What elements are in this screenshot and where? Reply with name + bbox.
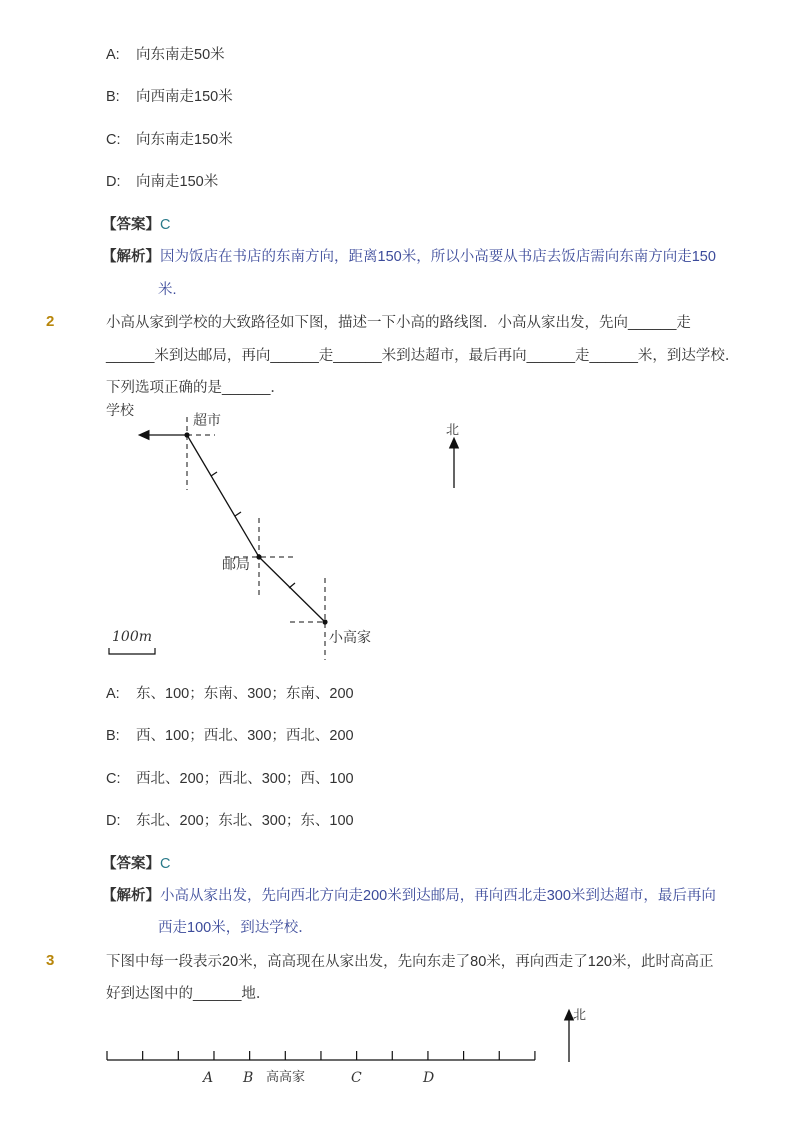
- route-segment-nw1: [259, 557, 325, 622]
- option-text: 东北、200；东北、300；东、100: [136, 813, 354, 829]
- q1-analysis-line2: 米.: [158, 282, 177, 298]
- option-text: 向东南走150米: [136, 132, 233, 148]
- route-tick: [235, 512, 241, 516]
- option-letter: A:: [106, 47, 120, 63]
- q2-stem-line1: 小高从家到学校的大致路径如下图，描述一下小高的路线图．小高从家出发，先向______走: [106, 315, 691, 331]
- label-north: 北: [446, 423, 460, 438]
- q2-answer: [102, 854, 170, 874]
- answer-tag: 【答案】: [102, 217, 160, 233]
- option-letter: C:: [106, 771, 121, 787]
- option-letter: A:: [106, 686, 120, 702]
- label-school: 学校: [106, 403, 134, 419]
- q2-stem-line2: ______米到达邮局，再向______走______米到达超市，最后再向______走______米，到达学校．: [106, 348, 740, 364]
- label-north-q3: 北: [573, 1008, 587, 1023]
- route-tick: [211, 472, 217, 476]
- q3-stem-line2: 好到达图中的______地．: [106, 986, 271, 1002]
- question-number: 3: [46, 952, 55, 969]
- analysis-line1: 小高从家出发，先向西北方向走200米到达邮局，再向西北走300米到达超市，最后再向: [160, 888, 716, 904]
- q1-analysis: [102, 247, 716, 267]
- market-point: [184, 432, 189, 437]
- option-letter: D:: [106, 174, 121, 190]
- analysis-tag: 【解析】: [102, 249, 160, 265]
- label-scale: 100m: [112, 629, 152, 645]
- answer-value: C: [160, 217, 171, 233]
- point-label-home: 高高家: [266, 1070, 306, 1085]
- q3-stem-line1: 下图中每一段表示20米，高高现在从家出发，先向东走了80米，再向西走了120米，此时高高正: [106, 954, 714, 970]
- answer-tag: 【答案】: [102, 856, 160, 872]
- analysis-line1: 因为饭店在书店的东南方向，距离150米，所以小高要从书店去饭店需向东南方向走150: [160, 249, 716, 265]
- q1-answer: [102, 215, 170, 235]
- scale-bar: [109, 648, 155, 654]
- option-letter: B:: [106, 89, 120, 105]
- option-letter: B:: [106, 728, 120, 744]
- option-text: 向东南走50米: [136, 47, 225, 63]
- point-label-c: C: [351, 1070, 362, 1086]
- route-segment-nw2: [187, 435, 259, 557]
- q2-analysis-line2: 西走100米，到达学校．: [158, 920, 313, 936]
- question-number: 2: [46, 313, 55, 330]
- route-tick: [289, 583, 295, 588]
- option-text: 向南走150米: [136, 174, 219, 190]
- analysis-tag: 【解析】: [102, 888, 160, 904]
- option-text: 西北、200；西北、300；西、100: [136, 771, 354, 787]
- option-letter: D:: [106, 813, 121, 829]
- label-post-office: 邮局: [222, 557, 250, 573]
- option-letter: C:: [106, 132, 121, 148]
- label-home: 小高家: [329, 630, 371, 646]
- q2-stem-line3: 下列选项正确的是______．: [106, 380, 285, 396]
- point-label-a: A: [203, 1070, 214, 1086]
- point-label-d: D: [423, 1070, 435, 1086]
- point-label-b: B: [243, 1070, 254, 1086]
- post-office-point: [256, 554, 261, 559]
- option-text: 西、100；西北、300；西北、200: [136, 728, 354, 744]
- number-line-ticks: [107, 1051, 535, 1060]
- answer-value: C: [160, 856, 171, 872]
- label-market: 超市: [193, 413, 221, 429]
- option-text: 东、100；东南、300；东南、200: [136, 686, 354, 702]
- home-point: [322, 619, 327, 624]
- q2-analysis: [102, 886, 716, 906]
- option-text: 向西南走150米: [136, 89, 233, 105]
